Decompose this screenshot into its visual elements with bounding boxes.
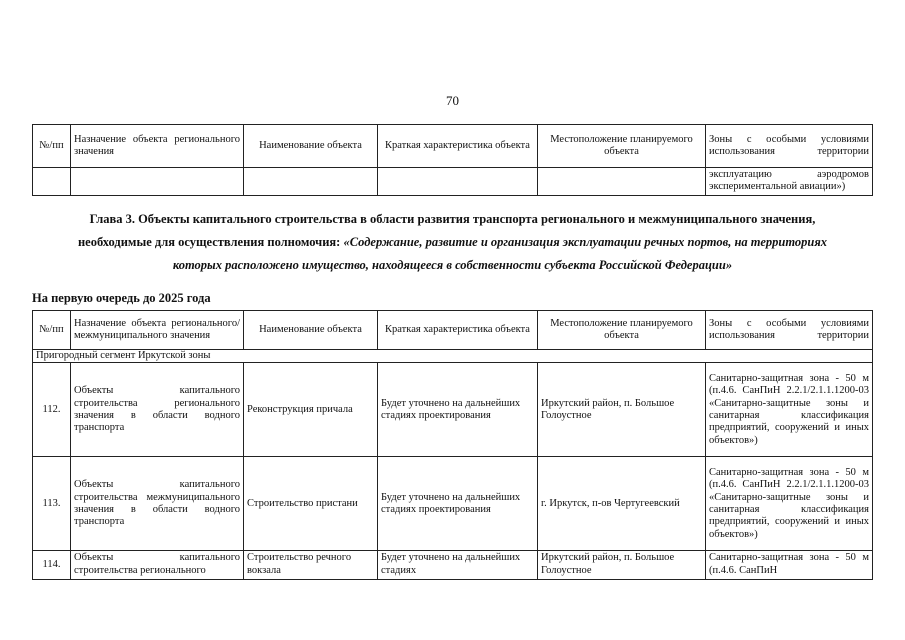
cell-zones — [706, 168, 873, 196]
header-name: Наименование объекта — [244, 311, 378, 350]
cell-name: Строительство пристани — [244, 457, 378, 551]
cell-location: г. Иркутск, п-ов Чертугеевский — [538, 457, 706, 551]
page-number: 70 — [446, 93, 459, 108]
zones-line: экспериментальной авиации») — [709, 181, 846, 193]
cell-num: 114. — [33, 551, 71, 580]
chapter-heading-bold: Глава 3. Объекты капитального строительства в области развития транспорта регионального и межмуниципального значения, необходимые для осуществления полномочия: — [77, 212, 816, 249]
header-desc: Краткая характеристика объекта — [378, 125, 538, 168]
table-row — [33, 551, 873, 580]
cell-num: 112. — [33, 363, 71, 457]
header-num: №/пп — [33, 311, 71, 350]
segment-label: Пригородный сегмент Иркутской зоны — [33, 350, 873, 363]
cell-zones: Санитарно-защитная зона - 50 м (п.4.6. СанПиН 2.2.1/2.1.1.1200-03 «Санитарно-защитные зоны и санитарная классификация предприятий, сооружений и иных объектов») — [706, 457, 873, 551]
chapter-heading-italic: «Содержание, развитие и организация эксплуатации речных портов, на территориях которых расположено имущество, находящееся в собственности субъекта Российской Федерации» — [172, 235, 828, 272]
cell-desc: Будет уточнено на дальнейших стадиях — [378, 551, 538, 580]
table-header-row — [33, 311, 873, 350]
header-desc: Краткая характеристика объекта — [378, 311, 538, 350]
table-header-row — [33, 125, 873, 168]
cell-purpose: Объекты капитального строительства регионального значения в области водного транспорта — [71, 363, 244, 457]
cell-name: Реконструкция причала — [244, 363, 378, 457]
cell-desc: Будет уточнено на дальнейших стадиях проектирования — [378, 457, 538, 551]
table-row — [33, 363, 873, 457]
objects-table — [32, 310, 873, 580]
cell-purpose: Объекты капитального строительства регионального — [71, 551, 244, 580]
cell-num: 113. — [33, 457, 71, 551]
header-num: №/пп — [33, 125, 71, 168]
table-continued — [32, 124, 873, 196]
header-location: Местоположение планируемого объекта — [538, 125, 706, 168]
header-purpose: Назначение объекта регионального значения — [71, 125, 244, 168]
cell-zones: Санитарно-защитная зона - 50 м (п.4.6. СанПиН 2.2.1/2.1.1.1200-03 «Санитарно-защитные зоны и санитарная классификация предприятий, сооружений и иных объектов») — [706, 363, 873, 457]
cell-desc: Будет уточнено на дальнейших стадиях проектирования — [378, 363, 538, 457]
cell-location — [538, 168, 706, 196]
table-row — [33, 168, 873, 196]
cell-num — [33, 168, 71, 196]
cell-name: Строительство речного вокзала — [244, 551, 378, 580]
section-subheading: На первую очередь до 2025 года — [32, 291, 211, 305]
table-row — [33, 457, 873, 551]
segment-row — [33, 350, 873, 363]
zones-line: эксплуатацию аэродромов — [709, 169, 869, 180]
cell-location: Иркутский район, п. Большое Голоустное — [538, 551, 706, 580]
cell-purpose: Объекты капитального строительства межмуниципального значения в области водного транспорта — [71, 457, 244, 551]
chapter-heading — [60, 208, 845, 277]
cell-purpose — [71, 168, 244, 196]
header-location: Местоположение планируемого объекта — [538, 311, 706, 350]
cell-location: Иркутский район, п. Большое Голоустное — [538, 363, 706, 457]
header-zones: Зоны с особыми условиями использования территории — [706, 311, 873, 350]
cell-desc — [378, 168, 538, 196]
header-zones: Зоны с особыми условиями использования территории — [706, 125, 873, 168]
header-purpose: Назначение объекта регионального/ межмуниципального значения — [71, 311, 244, 350]
header-name: Наименование объекта — [244, 125, 378, 168]
cell-name — [244, 168, 378, 196]
cell-zones: Санитарно-защитная зона - 50 м (п.4.6. СанПиН — [706, 551, 873, 580]
